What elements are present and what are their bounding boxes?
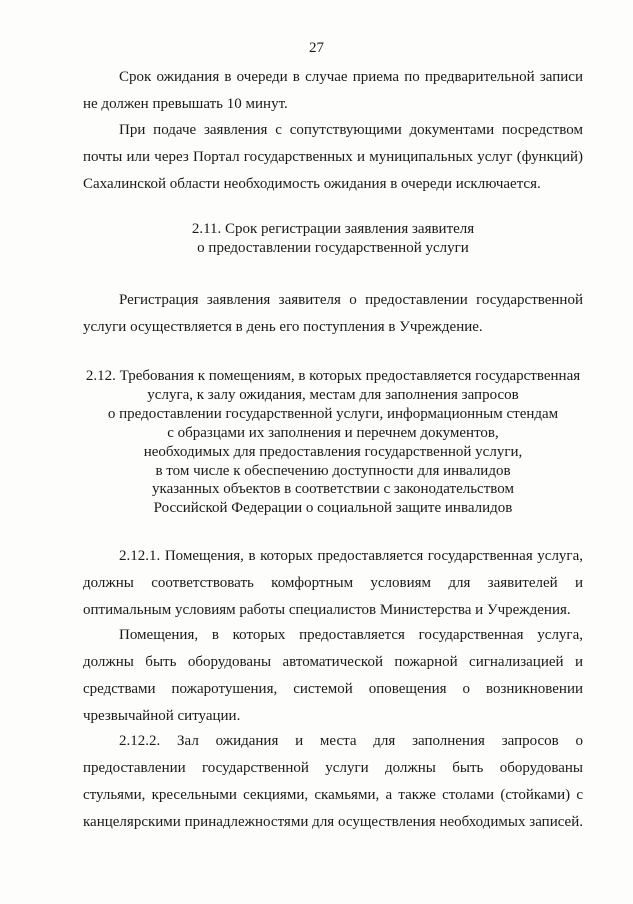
heading-line: о предоставлении государственной услуги	[197, 239, 469, 256]
heading-line: Российской Федерации о социальной защите инвалидов	[153, 500, 513, 517]
section-heading-2-12	[83, 367, 583, 518]
text-line: Сахалинской области необходимость ожидания в очереди исключается.	[83, 176, 541, 192]
heading-line: о предоставлении государственной услуги, информационным стендам	[107, 405, 559, 422]
text-line: При подаче заявления с сопутствующими документами посредством	[119, 122, 583, 138]
paragraph-2-12-2	[83, 728, 583, 836]
text-line: не должен превышать 10 минут.	[83, 96, 288, 112]
text-line: чрезвычайной ситуации.	[83, 708, 241, 724]
text-line: предоставлении государственной услуги должны быть оборудованы	[83, 760, 583, 776]
text-line: почты или через Портал государственных и муниципальных услуг (функций)	[83, 149, 583, 165]
text-line: 2.12.1. Помещения, в которых предоставляется государственная услуга,	[119, 548, 583, 564]
paragraph-2-12-1	[83, 543, 583, 624]
text-line: Срок ожидания в очереди в случае приема по предварительной записи	[119, 69, 583, 85]
paragraph-portal	[83, 117, 583, 198]
text-line: средствами пожаротушения, системой оповещения о возникновении	[83, 681, 583, 697]
heading-line: 2.11. Срок регистрации заявления заявителя	[191, 221, 475, 237]
paragraph-registration	[83, 287, 583, 341]
text-line: Регистрация заявления заявителя о предоставлении государственной	[119, 292, 583, 308]
paragraph-waiting-time	[83, 64, 583, 118]
paragraph-fire-safety	[83, 622, 583, 730]
text-line: должны быть оборудованы автоматической пожарной сигнализацией и	[83, 654, 583, 670]
text-line: оптимальным условиям работы специалистов Министерства и Учреждения.	[83, 602, 571, 618]
text-line: услуги осуществляется в день его поступления в Учреждение.	[83, 319, 483, 335]
text-line: канцелярскими принадлежностями для осуществления необходимых записей.	[83, 814, 583, 830]
text-line: Помещения, в которых предоставляется государственная услуга,	[119, 627, 583, 643]
section-heading-2-11	[83, 220, 583, 258]
text-line: стульями, кресельными секциями, скамьями, а также столами (стойками) с	[83, 787, 583, 803]
heading-line: в том числе к обеспечению доступности для инвалидов	[155, 462, 511, 479]
heading-line: с образцами их заполнения и перечнем документов,	[167, 424, 499, 441]
text-line: 2.12.2. Зал ожидания и места для заполнения запросов о	[119, 733, 583, 749]
heading-line: 2.12. Требования к помещениям, в которых предоставляется государственная	[85, 368, 581, 384]
heading-line: необходимых для предоставления государственной услуги,	[143, 443, 523, 460]
text-line: должны соответствовать комфортным условиям для заявителей и	[83, 575, 583, 591]
page-number: 27	[309, 40, 324, 56]
heading-line: услуга, к залу ожидания, местам для заполнения запросов	[147, 386, 519, 403]
heading-line: указанных объектов в соответствии с законодательством	[152, 481, 514, 498]
